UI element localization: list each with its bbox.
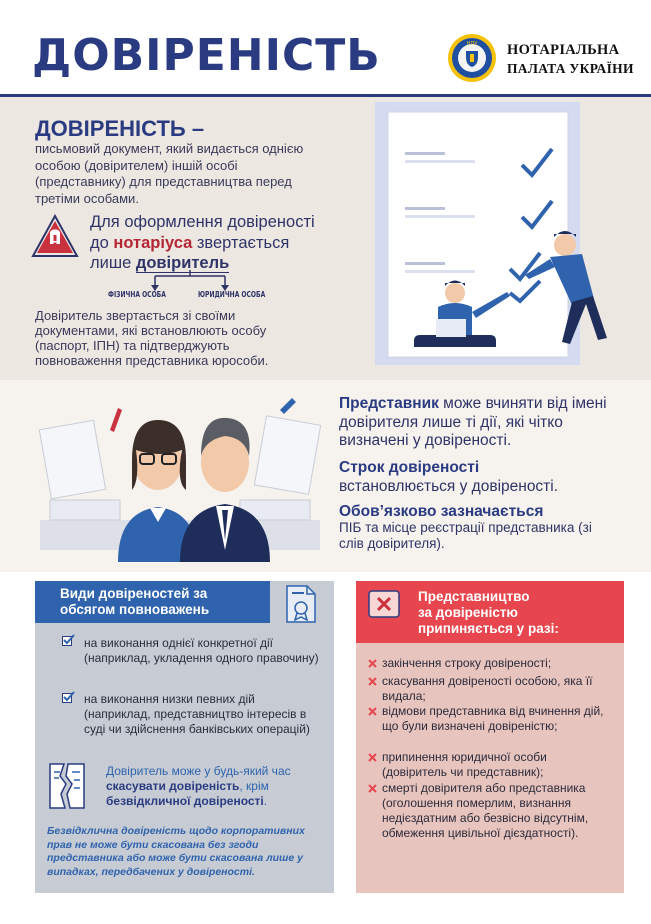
notary-line2-pre: до [90, 233, 114, 252]
mandatory-title: Обов’язково зазначається [339, 503, 544, 520]
definition-text: письмовий документ, який видається однією особою (довірителем) іншій особі (представнику) для представництва перед третіми особами. [35, 141, 304, 206]
termination-item: відмови представника від вчинення дій, що були визначені довіреністю; [382, 704, 604, 733]
termination-title-line2: за довіреністю [418, 605, 518, 620]
irrevocable-bold: безвідкличної довіреності [106, 794, 264, 808]
legal-entity-label: ЮРИДИЧНА ОСОБА [198, 290, 266, 299]
irrevocable-note: Безвідклична довіреність щодо корпоративних прав не може бути скасована без згоди представника або може бути скасована лише у випадках, передбачених у довіреності. [47, 825, 305, 878]
warning-icon [31, 214, 79, 258]
cross-icon [368, 753, 377, 762]
termination-title-line3: припиняється у разі: [418, 621, 559, 636]
close-window-icon [368, 590, 400, 620]
revoke-note [106, 764, 331, 809]
checklist-illustration [360, 97, 651, 380]
checkbox-checked-icon [62, 634, 75, 646]
term-text: встановлюється у довіреності. [339, 478, 559, 495]
definition-title: ДОВІРЕНІСТЬ – [35, 116, 205, 141]
page-title: ДОВІРЕНІСТЬ [32, 30, 381, 81]
checkbox-checked-icon [62, 691, 75, 703]
notary-note [90, 212, 360, 274]
notary-line1: Для оформлення довіреності [90, 213, 315, 231]
documents-note: Довіритель звертається зі своїми документами, які встановлюють особу (паспорт, ІПН) та підтверджують повноваження представника юрособи. [35, 308, 269, 368]
termination-item: припинення юридичної особи (довіритель чи представник); [382, 750, 547, 779]
branch-arrows-icon [130, 270, 250, 292]
notary-chamber-logo [447, 33, 497, 83]
representative-word: Представник [339, 395, 439, 412]
torn-document-icon [46, 760, 88, 812]
certificate-icon [283, 584, 319, 624]
types-item: на виконання однієї конкретної дії (наприклад, укладення одного правочину) [84, 636, 319, 665]
org-name-line2: ПАЛАТА УКРАЇНИ [507, 61, 634, 76]
cross-icon [368, 659, 377, 668]
types-item: на виконання низки певних дій (наприклад, представництво інтересів в суді чи здійснення банківських операцій) [84, 692, 310, 736]
termination-item: смерті довірителя або представника (оголошення померлим, визнання недієздатним або безвісно відсутнім, обмеження цивільної дієздатності). [382, 781, 589, 840]
notary-line2-post: звертається [192, 233, 290, 252]
revoke-pre: Довіритель може у будь-який час [106, 764, 291, 778]
term-title: Строк довіреності [339, 459, 480, 476]
principal-word: довіритель [135, 254, 230, 272]
revoke-post: . [263, 794, 268, 808]
revoke-bold: скасувати довіреність [106, 779, 240, 793]
org-name-line1: НОТАРІАЛЬНА [507, 42, 620, 58]
termination-box-title [418, 589, 618, 637]
representative-note [339, 395, 609, 451]
termination-title-line1: Представництво [418, 589, 530, 604]
notary-line3-pre: лише [90, 254, 136, 272]
types-box-title: Види довіреностей за обсягом повноважень [60, 586, 210, 617]
termination-item: закінчення строку довіреності; [382, 656, 552, 670]
notary-line2 [90, 233, 360, 254]
termination-item: скасування довіреності особою, яка її видала; [382, 674, 593, 703]
representative-text: може вчиняти від імені довірителя лише ті дії, які чітко визначені у довіреності. [339, 395, 607, 449]
mandatory-text: ПІБ та місце реєстрації представника (зі слів довірителя). [339, 520, 592, 551]
notary-word: нотаріуса [113, 233, 193, 252]
people-documents-illustration [30, 390, 330, 562]
revoke-mid: , крім [239, 779, 269, 793]
individual-label: ФІЗИЧНА ОСОБА [108, 290, 166, 299]
cross-icon [368, 677, 377, 686]
logo-text: НПУ [466, 41, 478, 47]
cross-icon [368, 707, 377, 716]
cross-icon [368, 784, 377, 793]
